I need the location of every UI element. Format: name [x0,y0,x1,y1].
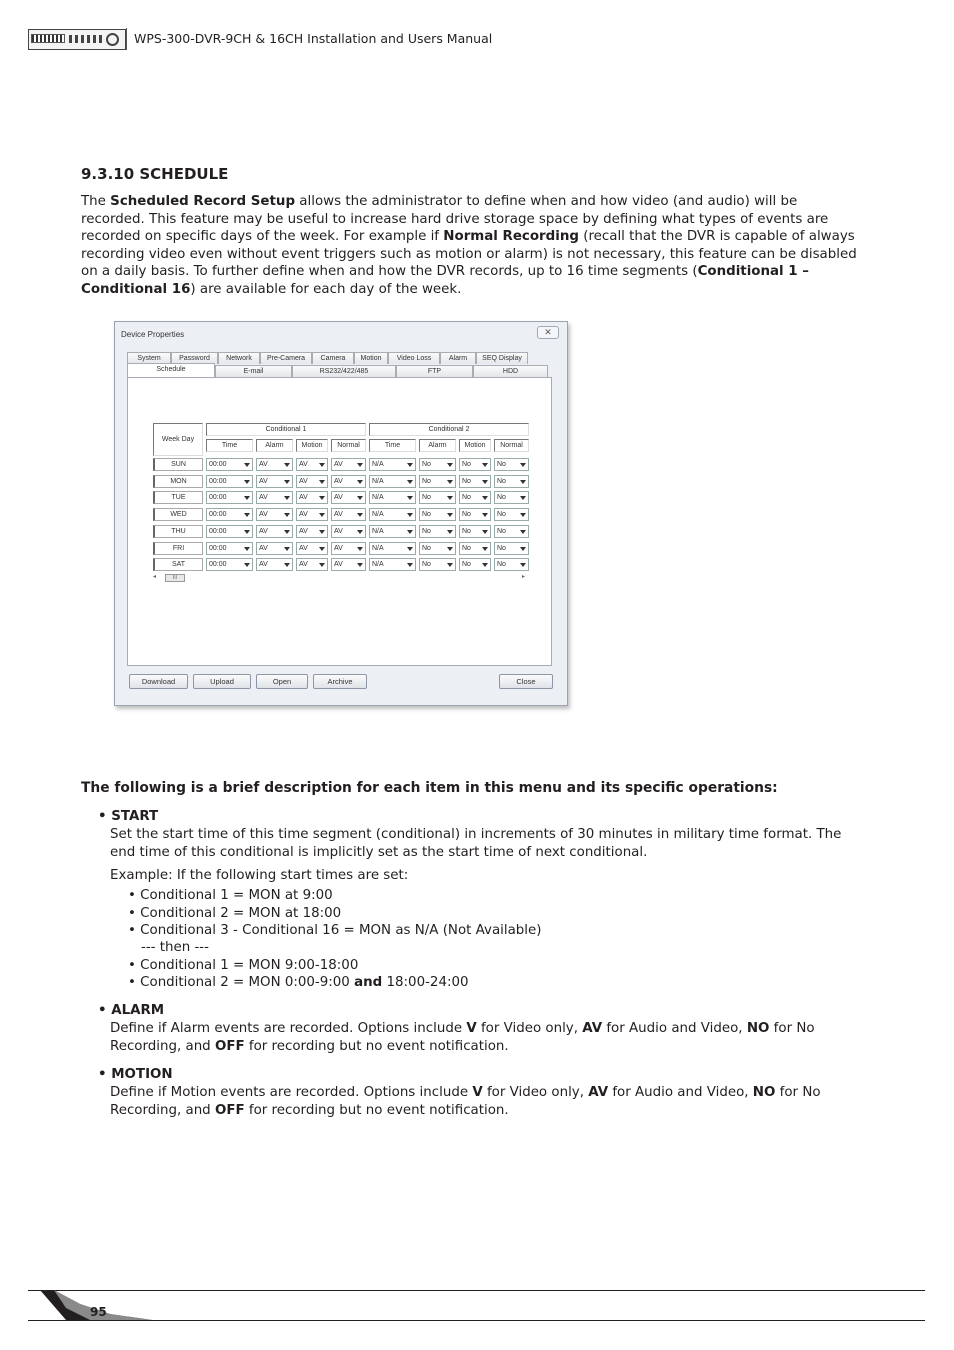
select-value: AV [334,511,343,519]
select-value: N/A [372,511,384,519]
cond2-normal-select[interactable] [494,558,529,571]
select-value: No [497,511,506,519]
cond2-time-select[interactable] [369,458,416,471]
cond1-normal-select[interactable] [331,542,366,555]
example-bullet: • Conditional 2 = MON at 18:00 [128,906,342,921]
select-value: No [422,561,431,569]
alarm-heading: • ALARM [98,1003,165,1018]
cond1-motion-select[interactable] [296,475,328,488]
select-value: No [497,544,506,552]
select-value: AV [259,527,268,535]
cond2-time-select[interactable] [369,491,416,504]
conditional-1-header: Conditional 1 [206,423,366,436]
select-value: No [422,511,431,519]
schedule-panel [127,377,552,666]
cond2-normal-select[interactable] [494,458,529,471]
dropdown-arrow-icon [244,480,250,484]
dropdown-arrow-icon [447,513,453,517]
cond2-alarm-select[interactable] [419,558,456,571]
day-label-sat: SAT [153,558,203,571]
select-value: No [422,527,431,535]
select-value: No [497,494,506,502]
tab-network[interactable]: Network [218,352,260,364]
dropdown-arrow-icon [447,530,453,534]
motion-heading: • MOTION [98,1067,173,1082]
dropdown-arrow-icon [482,496,488,500]
dropdown-arrow-icon [244,513,250,517]
tab-rs232[interactable]: RS232/422/485 [292,365,396,377]
dropdown-arrow-icon [407,563,413,567]
cond1-normal-select[interactable] [331,491,366,504]
select-value: No [462,561,471,569]
select-value: N/A [372,477,384,485]
dropdown-arrow-icon [447,463,453,467]
select-value: No [497,527,506,535]
start-heading: • START [98,809,159,824]
dropdown-arrow-icon [407,513,413,517]
dropdown-arrow-icon [244,563,250,567]
select-value: No [497,561,506,569]
select-value: AV [334,461,343,468]
cond1-alarm-select[interactable] [256,558,293,571]
select-value: AV [299,544,308,552]
select-value: 00:00 [209,461,227,468]
select-value: N/A [372,461,384,468]
cond2-normal-select[interactable] [494,542,529,555]
dropdown-arrow-icon [284,480,290,484]
select-value: AV [299,527,308,535]
conditional-2-header: Conditional 2 [369,423,529,436]
select-value: AV [299,561,308,569]
cond2-motion-select[interactable] [459,525,491,538]
horizontal-scrollbar[interactable] [153,574,525,582]
select-value: AV [299,511,308,519]
header-divider [126,28,127,50]
select-value: No [422,544,431,552]
select-value: AV [334,494,343,502]
tab-row-2 [127,365,548,377]
start-text: Set the start time of this time segment (conditional) in increments of 30 minutes in military time format. The end time of this conditional is implicitly set as the start time of next conditional. [110,827,842,860]
cond1-motion-select[interactable] [296,491,328,504]
tab-schedule[interactable]: Schedule [127,363,215,377]
select-value: 00:00 [209,477,227,485]
select-value: No [422,494,431,502]
open-button[interactable]: Open [256,674,308,689]
cond2-motion-select[interactable] [459,475,491,488]
dropdown-arrow-icon [482,513,488,517]
select-value: 00:00 [209,527,227,535]
select-value: AV [334,561,343,569]
device-properties-dialog [114,321,568,706]
footer-rule-top [28,1290,925,1291]
dropdown-arrow-icon [319,513,325,517]
dropdown-arrow-icon [319,547,325,551]
select-value: No [462,527,471,535]
select-value: N/A [372,494,384,502]
intro-paragraph: The Scheduled Record Setup allows the administrator to define when and how video (and audio) will be recorded. This feature may be useful to increase hard drive storage space by defining what types of events are recorded on specific days of the week. For example if Normal Recording (recall that the DVR is capable of always recording video even without event triggers such as motion or alarm) is not necessary, this feature can be disabled on a daily basis. To further define when and how the DVR records, up to 16 time segments (Conditional 1 – Conditional 16) are available for each day of the week. [81,194,857,297]
dropdown-arrow-icon [357,496,363,500]
dropdown-arrow-icon [319,496,325,500]
tab-pre-camera[interactable]: Pre-Camera [260,352,312,364]
tab-seq-display[interactable]: SEQ Display [476,352,528,364]
select-value: AV [299,461,308,468]
tab-video-loss[interactable]: Video Loss [388,352,440,364]
select-value: AV [299,494,308,502]
cond1-motion-select[interactable] [296,508,328,521]
upload-button[interactable]: Upload [193,674,251,689]
download-button[interactable]: Download [129,674,188,689]
dropdown-arrow-icon [407,480,413,484]
cond1-time-select[interactable] [206,475,253,488]
cond1-time-select[interactable] [206,525,253,538]
start-example: Example: If the following start times are set: [110,868,409,883]
cond2-normal-select[interactable] [494,475,529,488]
cond2-alarm-select[interactable] [419,458,456,471]
result-bullet: • Conditional 1 = MON 9:00-18:00 [128,958,359,973]
dropdown-arrow-icon [407,496,413,500]
select-value: 00:00 [209,561,227,569]
result-bullet: • Conditional 2 = MON 0:00-9:00 and 18:00-24:00 [128,975,469,990]
tab-system[interactable]: System [127,352,171,364]
select-value: No [497,461,506,468]
cond2-time-select[interactable] [369,525,416,538]
cond1-time-select[interactable] [206,458,253,471]
tab-camera[interactable]: Camera [312,352,354,364]
scroll-thumb[interactable]: III [165,574,185,582]
dropdown-arrow-icon [319,563,325,567]
select-value: AV [299,477,308,485]
column-header-time: Time [369,439,416,452]
cond2-normal-select[interactable] [494,491,529,504]
cond1-alarm-select[interactable] [256,525,293,538]
select-value: No [462,477,471,485]
select-value: AV [259,477,268,485]
dropdown-arrow-icon [520,563,526,567]
tab-motion[interactable]: Motion [354,352,388,364]
cond2-motion-select[interactable] [459,491,491,504]
cond2-alarm-select[interactable] [419,542,456,555]
dropdown-arrow-icon [284,496,290,500]
cond1-time-select[interactable] [206,542,253,555]
dropdown-arrow-icon [520,547,526,551]
select-value: No [422,461,431,468]
cond2-motion-select[interactable] [459,458,491,471]
close-icon[interactable]: ✕ [537,326,559,339]
day-label-fri: FRI [153,542,203,555]
select-value: AV [259,461,268,468]
then-separator: --- then --- [141,940,209,955]
day-label-sun: SUN [153,458,203,471]
select-value: No [462,544,471,552]
cond1-alarm-select[interactable] [256,475,293,488]
select-value: AV [334,544,343,552]
dropdown-arrow-icon [447,547,453,551]
dropdown-arrow-icon [284,463,290,467]
dropdown-arrow-icon [244,463,250,467]
cond1-normal-select[interactable] [331,525,366,538]
day-label-wed: WED [153,508,203,521]
cond2-motion-select[interactable] [459,508,491,521]
example-bullet: • Conditional 3 - Conditional 16 = MON as N/A (Not Available) [128,923,542,938]
dropdown-arrow-icon [407,547,413,551]
dropdown-arrow-icon [357,513,363,517]
column-header-alarm: Alarm [419,439,456,452]
scroll-right-icon[interactable]: ▸ [521,574,525,580]
dropdown-arrow-icon [357,547,363,551]
dropdown-arrow-icon [284,530,290,534]
cond1-normal-select[interactable] [331,508,366,521]
cond1-normal-select[interactable] [331,558,366,571]
dropdown-arrow-icon [357,480,363,484]
cond1-normal-select[interactable] [331,475,366,488]
cond1-motion-select[interactable] [296,542,328,555]
description-heading: The following is a brief description for each item in this menu and its specific operations: [81,780,778,796]
page-number: 95 [90,1305,107,1319]
column-header-motion: Motion [459,439,491,452]
cond2-time-select[interactable] [369,542,416,555]
select-value: N/A [372,561,384,569]
select-value: AV [259,494,268,502]
dropdown-arrow-icon [284,513,290,517]
select-value: N/A [372,527,384,535]
column-header-normal: Normal [331,439,366,452]
close-button[interactable]: Close [499,674,553,689]
dropdown-arrow-icon [447,480,453,484]
dropdown-arrow-icon [244,530,250,534]
cond1-motion-select[interactable] [296,525,328,538]
cond1-motion-select[interactable] [296,458,328,471]
day-label-tue: TUE [153,491,203,504]
cond2-time-select[interactable] [369,508,416,521]
dropdown-arrow-icon [319,530,325,534]
select-value: No [422,477,431,485]
motion-text: Define if Motion events are recorded. Options include V for Video only, AV for Audio and Video, NO for No Recording, and OFF for recording but no event notification. [110,1085,821,1118]
dropdown-arrow-icon [447,496,453,500]
dvr-product-icon [28,29,126,50]
cond1-time-select[interactable] [206,508,253,521]
tab-alarm[interactable]: Alarm [440,352,476,364]
select-value: AV [259,511,268,519]
cond1-alarm-select[interactable] [256,491,293,504]
select-value: No [462,511,471,519]
day-label-mon: MON [153,475,203,488]
footer-rule-bottom [28,1320,925,1321]
column-header-time: Time [206,439,253,452]
dropdown-arrow-icon [407,463,413,467]
select-value: No [497,477,506,485]
cond2-normal-select[interactable] [494,525,529,538]
dropdown-arrow-icon [357,463,363,467]
select-value: N/A [372,544,384,552]
dropdown-arrow-icon [482,530,488,534]
cond1-alarm-select[interactable] [256,508,293,521]
dropdown-arrow-icon [482,480,488,484]
select-value: 00:00 [209,511,227,519]
day-label-thu: THU [153,525,203,538]
dropdown-arrow-icon [244,496,250,500]
select-value: No [462,461,471,468]
archive-button[interactable]: Archive [313,674,367,689]
dropdown-arrow-icon [482,563,488,567]
cond2-alarm-select[interactable] [419,491,456,504]
cond1-time-select[interactable] [206,558,253,571]
section-title: 9.3.10 SCHEDULE [81,165,229,183]
select-value: 00:00 [209,494,227,502]
column-header-normal: Normal [494,439,529,452]
cond2-normal-select[interactable] [494,508,529,521]
dropdown-arrow-icon [520,496,526,500]
dropdown-arrow-icon [482,463,488,467]
dialog-title: Device Properties [121,330,185,339]
cond2-time-select[interactable] [369,558,416,571]
cond2-motion-select[interactable] [459,558,491,571]
dropdown-arrow-icon [520,480,526,484]
tab-hdd[interactable]: HDD [473,365,548,377]
dropdown-arrow-icon [520,513,526,517]
dropdown-arrow-icon [447,563,453,567]
select-value: No [462,494,471,502]
column-header-motion: Motion [296,439,328,452]
select-value: AV [259,544,268,552]
dropdown-arrow-icon [357,530,363,534]
cond1-alarm-select[interactable] [256,458,293,471]
dropdown-arrow-icon [407,530,413,534]
cond1-motion-select[interactable] [296,558,328,571]
manual-title: WPS-300-DVR-9CH & 16CH Installation and Users Manual [134,31,493,46]
tab-password[interactable]: Password [171,352,218,364]
example-bullet: • Conditional 1 = MON at 9:00 [128,888,333,903]
cond1-alarm-select[interactable] [256,542,293,555]
week-day-header: Week Day [153,423,203,456]
tab-email[interactable]: E-mail [215,365,292,377]
cond2-motion-select[interactable] [459,542,491,555]
cond1-normal-select[interactable] [331,458,366,471]
dropdown-arrow-icon [482,547,488,551]
select-value: 00:00 [209,544,227,552]
select-value: AV [334,477,343,485]
column-header-alarm: Alarm [256,439,293,452]
tab-ftp[interactable]: FTP [396,365,473,377]
dropdown-arrow-icon [520,530,526,534]
dropdown-arrow-icon [244,547,250,551]
scroll-left-icon[interactable]: ◂ [153,574,157,580]
alarm-text: Define if Alarm events are recorded. Options include V for Video only, AV for Audio and Video, NO for No Recording, and OFF for recording but no event notification. [110,1021,815,1054]
cond2-alarm-select[interactable] [419,525,456,538]
dropdown-arrow-icon [357,563,363,567]
dropdown-arrow-icon [319,463,325,467]
cond1-time-select[interactable] [206,491,253,504]
dropdown-arrow-icon [319,480,325,484]
select-value: AV [334,527,343,535]
dropdown-arrow-icon [520,463,526,467]
cond2-alarm-select[interactable] [419,475,456,488]
select-value: AV [259,561,268,569]
dropdown-arrow-icon [284,547,290,551]
cond2-alarm-select[interactable] [419,508,456,521]
dropdown-arrow-icon [284,563,290,567]
cond2-time-select[interactable] [369,475,416,488]
